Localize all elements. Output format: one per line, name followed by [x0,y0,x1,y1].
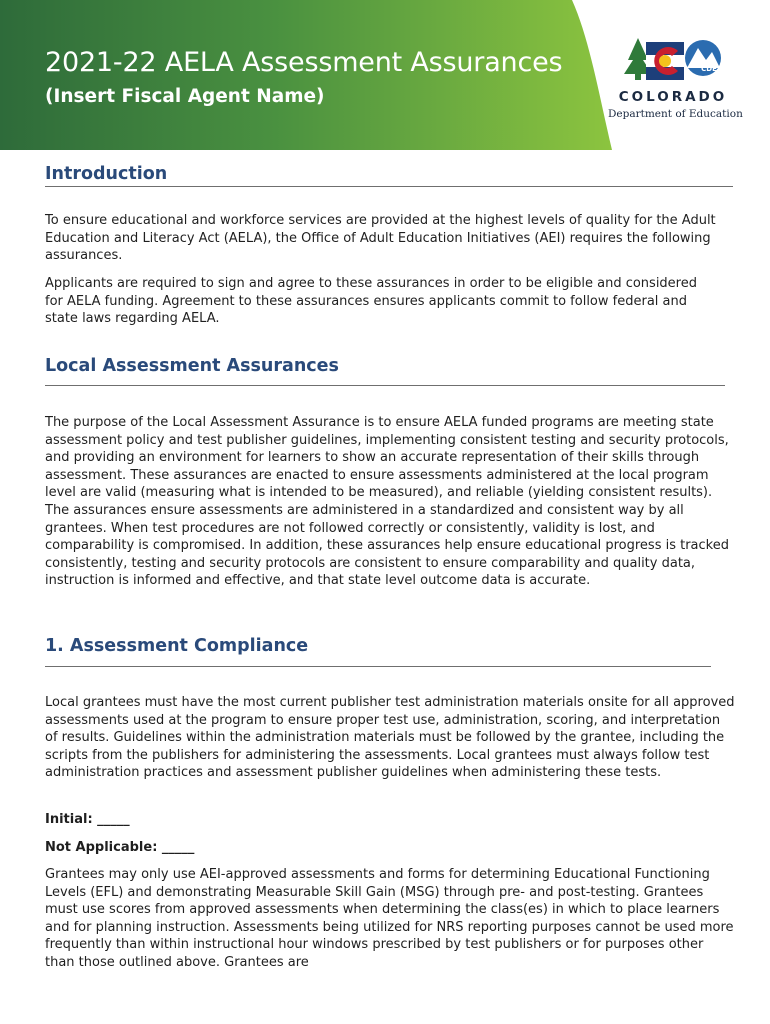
svg-text:CDE: CDE [701,65,717,73]
intro-paragraph-1: To ensure educational and workforce services are provided at the highest levels of quality for the Adult Education and Literacy Act (AELA), the Office of Adult Education Initiatives (AEI) requires the following assurances. [45,213,716,264]
local-paragraph: The purpose of the Local Assessment Assurance is to ensure AELA funded programs are meeting state assessment policy and test publisher guidelines, implementing consistent testing and security protocols, and providing an environment for learners to show an accurate representation of their skills through assessment. These assurances are enacted to ensure assessments administered at the local program level are valid (measuring what is intended to be measured), and reliable (yielding consistent results). The assurances ensure assessments are administered in a standardized and consistent way by all grantees. When test procedures are not followed correctly or consistently, validity is lost, and comparability is compromised. In addition, these assurances help ensure educational progress is tracked consistently, testing and security protocols are consistent to ensure comparability and quality data, instruction is informed and effective, and that state level outcome data is accurate. [45,415,729,589]
page-title: 2021-22 AELA Assessment Assurances [45,47,563,78]
initial-field: Initial: _____ [45,812,130,827]
heading-assessment-compliance: 1. Assessment Compliance [45,636,309,656]
cde-logo [608,34,748,124]
logo-subtitle: Department of Education [608,108,743,120]
cde-badge-icon [698,62,720,74]
not-applicable-field: Not Applicable: _____ [45,840,195,855]
colorado-flag-icon [608,34,748,90]
divider [45,385,725,386]
compliance-paragraph-1: Local grantees must have the most current publisher test administration materials onsite for all approved assessments used at the program to ensure proper test use, administration, scoring, and interpretation of results. Guidelines within the administration materials must be followed by the grantee, including the scripts from the publishers for administering the assessments. Local grantees must always follow test administration practices and assessment publisher guidelines when administering these tests. [45,695,735,781]
heading-introduction: Introduction [45,164,168,184]
divider [45,666,711,667]
divider [45,186,733,187]
fiscal-agent-name: (Insert Fiscal Agent Name) [45,86,325,107]
heading-local-assessment: Local Assessment Assurances [45,356,339,376]
compliance-paragraph-2: Grantees may only use AEI-approved assessments and forms for determining Educational Functioning Levels (EFL) and demonstrating Measurable Skill Gain (MSG) through pre- and post-testing. Grantees must use scores from approved assessments when determining the class(es) in which to place learners and for planning instruction. Assessments being utilized for NRS reporting purposes cannot be used more frequently than within instructional hour windows prescribed by test publishers or for purposes other than those outlined above. Grantees are [45,867,734,970]
header-banner [0,0,770,150]
logo-wordmark: COLORADO [618,89,728,105]
intro-paragraph-2: Applicants are required to sign and agree to these assurances in order to be eligible and considered for AELA funding. Agreement to these assurances ensures applicants commit to follow federal and state laws regarding AELA. [45,276,697,327]
